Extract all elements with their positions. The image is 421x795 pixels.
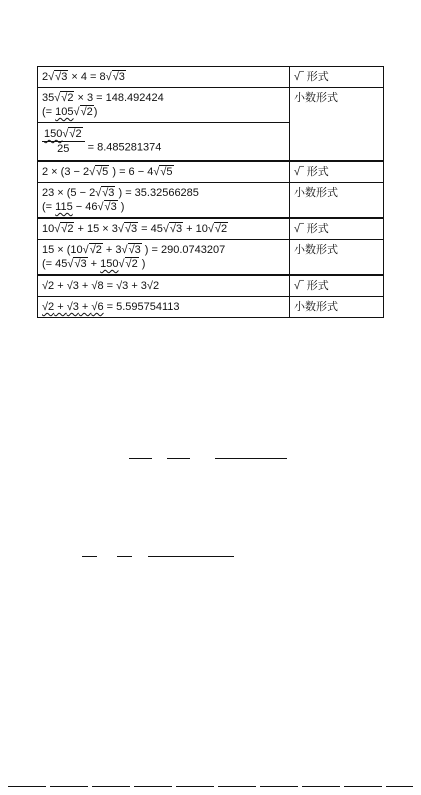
underlined-value: 150 — [44, 128, 63, 140]
underlined-value: 150 — [100, 258, 119, 270]
expression-line — [42, 300, 285, 314]
sqrt-term: √3 — [66, 301, 79, 313]
expression-line — [42, 127, 285, 156]
sqrt-symbol: √√2 — [82, 244, 102, 256]
calc-examples-table — [37, 66, 384, 318]
sqrt-term: √3 — [66, 280, 79, 292]
expr-text: ) = 35.32566285 — [115, 187, 199, 199]
expr-text: + 10 — [183, 223, 208, 235]
radicand: √3 — [128, 244, 141, 256]
sqrt-symbol: √√3 — [121, 244, 141, 256]
mode-label-cell: 小数形式 — [290, 183, 384, 219]
sqrt-symbol: √√5 — [89, 166, 109, 178]
fraction-bar — [129, 458, 152, 459]
radicand: √2 — [125, 258, 138, 270]
sqrt-symbol: √√2 — [54, 223, 74, 235]
radicand: √3 — [55, 71, 68, 83]
expression-line — [42, 186, 285, 200]
table-row — [38, 240, 384, 276]
expr-text: 2 — [42, 71, 49, 83]
fraction-bar — [148, 556, 234, 557]
radicand: √5 — [160, 166, 173, 178]
expression-line — [42, 222, 285, 236]
expr-text: (= — [42, 106, 56, 118]
expr-text: + — [78, 280, 92, 292]
radicand: √3 — [124, 223, 138, 235]
expression-cell — [38, 183, 290, 219]
sqrt-symbol: √√2 — [207, 223, 228, 235]
underlined-value: 115 — [55, 201, 73, 213]
mode-label-cell: 小数形式 — [290, 240, 384, 276]
fraction — [42, 127, 85, 156]
sqrt-symbol: √√3 — [105, 71, 125, 83]
sqrt-symbol — [42, 280, 54, 292]
table-row — [38, 88, 384, 123]
expression-line — [42, 91, 285, 105]
underlined-expression — [42, 301, 104, 313]
expr-text: + — [54, 301, 67, 313]
expr-text: 35 — [42, 92, 55, 104]
sqrt-symbol: √√3 — [48, 71, 68, 83]
table-row — [38, 183, 384, 219]
mode-label-cell: 小数形式 — [290, 297, 384, 318]
expr-text: × 4 = 8 — [68, 71, 106, 83]
expr-text: + — [87, 258, 101, 270]
underlined-value: 105 — [55, 106, 74, 118]
expr-text: = 8.485281374 — [84, 141, 162, 154]
table-row — [38, 161, 384, 183]
expression-line — [42, 279, 285, 293]
expr-text: 10 — [42, 223, 55, 235]
table-row — [38, 218, 384, 240]
sqrt-term: √8 — [91, 280, 104, 292]
expression-cell — [38, 67, 290, 88]
sqrt-symbol: √√2 — [54, 92, 74, 104]
mode-label-cell: 小数形式 — [290, 88, 384, 162]
sqrt-term: √2 — [146, 280, 160, 292]
sqrt-symbol: √√2 — [118, 258, 138, 270]
expression-cell — [38, 297, 290, 318]
mode-label-cell: √‾ 形式 — [290, 161, 384, 183]
expression-line — [42, 200, 285, 214]
radicand: √2 — [61, 223, 74, 235]
expr-text: ) — [138, 258, 146, 270]
expr-text: × 3 = 148.492424 — [74, 92, 164, 104]
radicand: √3 — [112, 71, 125, 83]
expr-text: = 45 — [138, 223, 163, 235]
expr-text: 15 × (10 — [42, 244, 83, 256]
radicand: √2 — [80, 106, 93, 118]
sqrt-symbol: √√2 — [73, 106, 93, 118]
expr-text: (= 45 — [42, 258, 68, 270]
expr-text: 2 × (3 − 2 — [42, 166, 90, 178]
expression-cell — [38, 240, 290, 276]
expression-cell — [38, 161, 290, 183]
fraction-bar — [215, 458, 287, 459]
expr-text: ) = 290.0743207 — [141, 244, 226, 256]
table-row — [38, 275, 384, 297]
expr-text: = 5.595754113 — [103, 301, 180, 313]
expression-line — [42, 243, 285, 257]
expression-cell — [38, 218, 290, 240]
expression-line — [42, 70, 285, 84]
sqrt-symbol: √√3 — [117, 223, 138, 235]
sqrt-symbol: √√3 — [95, 187, 115, 199]
sqrt-symbol: √√5 — [153, 166, 173, 178]
fraction-denominator: 25 — [57, 143, 70, 155]
expr-text: + — [54, 280, 67, 292]
expression-cell — [38, 88, 290, 123]
radicand: √3 — [104, 201, 117, 213]
sqrt-symbol: √√3 — [67, 258, 87, 270]
mode-label-cell: √‾ 形式 — [290, 275, 384, 297]
expr-text: − 46 — [72, 201, 98, 213]
expression-line — [42, 165, 285, 179]
radicand: √3 — [102, 187, 115, 199]
radicand: √3 — [169, 223, 183, 235]
sqrt-symbol: √√3 — [97, 201, 117, 213]
expression-cell — [38, 275, 290, 297]
expr-text: (= — [42, 201, 56, 213]
mode-label-cell: √‾ 形式 — [290, 218, 384, 240]
mode-label-cell: √‾ 形式 — [290, 67, 384, 88]
fraction-bar — [167, 458, 190, 459]
sqrt-symbol: √√3 — [162, 223, 183, 235]
fraction-bar — [117, 556, 132, 557]
expr-text: + 3 — [128, 280, 147, 292]
expr-text: ) = 6 − 4 — [109, 166, 154, 178]
sqrt-term: √2 — [42, 280, 55, 292]
expr-text: = — [103, 280, 117, 292]
radicand: √3 — [74, 258, 87, 270]
sqrt-term: √2 — [42, 301, 55, 313]
table-row — [38, 67, 384, 88]
expression-line — [42, 105, 285, 119]
expression-cell — [38, 123, 290, 162]
radicand: √2 — [61, 92, 74, 104]
expr-text: + — [78, 301, 92, 313]
expr-text: + 3 — [102, 244, 122, 256]
radicand: √2 — [69, 128, 82, 140]
sqrt-term: √3 — [116, 280, 129, 292]
fraction-bar — [82, 556, 97, 557]
radicand: √2 — [89, 244, 102, 256]
table-row — [38, 297, 384, 318]
expression-line — [42, 257, 285, 271]
fraction-numerator: 150√√2 — [42, 127, 85, 142]
expr-text: ) — [117, 201, 125, 213]
radicand: √2 — [214, 223, 228, 235]
expr-text: + 15 × 3 — [74, 223, 118, 235]
sqrt-term: √6 — [91, 301, 104, 313]
expr-text: ) — [93, 106, 98, 118]
radicand: √5 — [96, 166, 109, 178]
expr-text: 23 × (5 − 2 — [42, 187, 96, 199]
page-footer-rule — [8, 786, 413, 787]
